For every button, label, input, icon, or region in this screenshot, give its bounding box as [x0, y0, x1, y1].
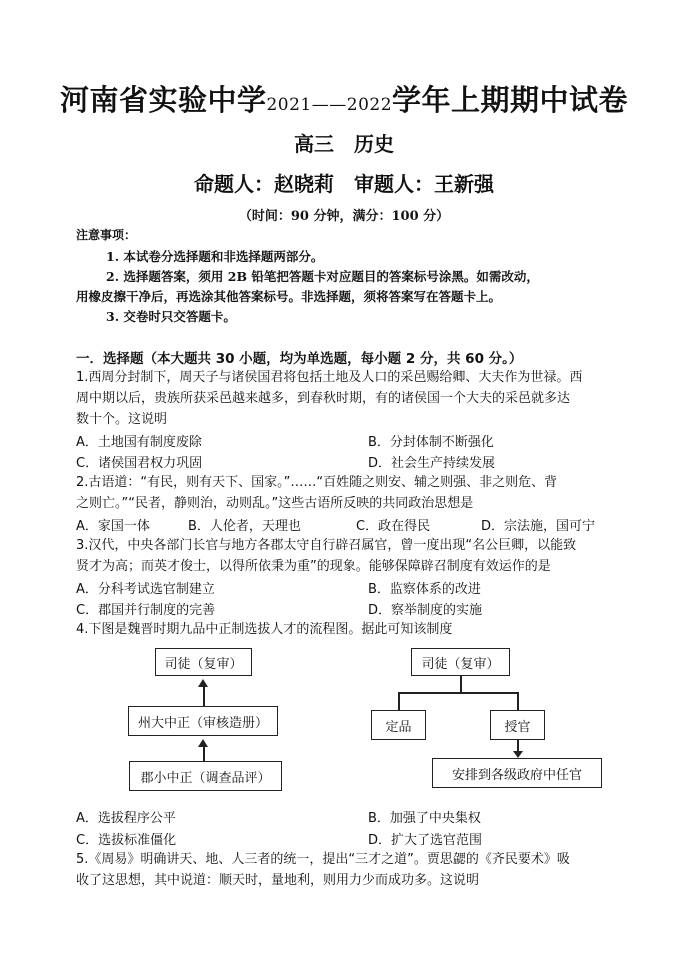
q1-option-a: A．土地国有制度废除	[76, 435, 202, 450]
notice-line-3: 3. 交卷时只交答题卡。	[106, 309, 236, 324]
q4-option-c: C．选拔标准僵化	[76, 833, 177, 848]
q5-line-2: 收了这思想，其中说道：顺天时，量地利，则用力少而成功多。这说明	[76, 873, 480, 888]
q1-option-c: C．诸侯国君权力巩固	[76, 456, 203, 471]
q2-line-1: 2.古语道：“有民，则有天下、国家。”……“百姓随之则安、辅之则强、非之则危、背	[76, 475, 558, 490]
notice-line-2a: 2. 选择题答案，须用 2B 铅笔把答题卡对应题目的答案标号涂黑。如需改动，	[106, 269, 539, 284]
connector-right-drop	[517, 692, 519, 711]
q1-line-3: 数十个。这说明	[76, 412, 168, 427]
exam-authors: 命题人：赵晓莉 审题人：王新强	[194, 172, 494, 196]
right-box-anpai: 安排到各级政府中任官	[432, 758, 602, 788]
q1-line-2: 周中期以后，贵族所获采邑越来越多，到春秋时期，有的诸侯国一个大夫的采邑就多达	[76, 391, 571, 406]
connector-vertical	[460, 676, 462, 693]
q2-line-2: 之则亡。”“民者，静则治，动则乱。”这些古语所反映的共同政治思想是	[76, 496, 474, 511]
title-school: 河南省实验中学	[59, 83, 267, 117]
q3-option-c: C．郡国并行制度的完善	[76, 603, 216, 618]
notice-line-2b: 用橡皮擦干净后，再选涂其他答案标号。非选择题，须将答案写在答题卡上。	[76, 289, 502, 304]
left-box-jun: 郡小中正（调查品评）	[129, 761, 282, 791]
q4-line-1: 4.下图是魏晋时期九品中正制选拔人才的流程图。据此可知该制度	[76, 622, 453, 637]
arrow-up-icon	[198, 739, 208, 747]
notice-line-1: 1. 本试卷分选择题和非选择题两部分。	[106, 249, 324, 264]
right-box-dingpin: 定品	[371, 710, 426, 740]
right-box-situ: 司徒（复审）	[411, 648, 510, 676]
q3-line-2: 贤才为高；而英才俊士，以得所依秉为重”的现象。能够保障辟召制度有效运作的是	[76, 559, 551, 574]
q1-line-1: 1.西周分封制下，周天子与诸侯国君将包括土地及人口的采邑赐给卿、大夫作为世禄。西	[76, 370, 583, 385]
q4-option-b: B．加强了中央集权	[368, 811, 481, 826]
q3-option-d: D．察举制度的实施	[368, 603, 483, 618]
connector-left-drop	[398, 692, 400, 711]
q4-option-d: D．扩大了选官范围	[368, 833, 483, 848]
arrow-shaft-upper	[203, 686, 205, 708]
exam-subtitle: 高三 历史	[294, 132, 394, 156]
q3-option-b: B．监察体系的改进	[368, 582, 481, 597]
exam-title	[0, 78, 688, 119]
section-heading: 一．选择题（本大题共 30 小题，均为单选题，每小题 2 分，共 60 分。）	[76, 351, 523, 367]
arrow-down-icon	[513, 751, 523, 758]
q2-option-c: C．政在得民	[356, 519, 431, 534]
arrow-up-icon	[198, 679, 208, 687]
title-year: 2021——2022	[266, 95, 393, 115]
q3-option-a: A．分科考试选官制建立	[76, 582, 215, 597]
left-box-situ: 司徒（复审）	[155, 648, 252, 676]
arrow-shaft-lower	[203, 745, 205, 762]
q5-line-1: 5.《周易》明确讲天、地、人三者的统一，提出“三才之道”。贾思勰的《齐民要术》吸	[76, 852, 570, 867]
q2-option-d: D．宗法施，国可宁	[481, 519, 596, 534]
q2-option-a: A．家国一体	[76, 519, 150, 534]
notice-heading: 注意事项：	[76, 228, 137, 242]
q3-line-1: 3.汉代，中央各部门长官与地方各郡太守自行辟召属官，曾一度出现“名公巨卿，以能致	[76, 538, 577, 553]
connector-horizontal	[398, 692, 518, 694]
title-term: 学年上期期中试卷	[392, 83, 629, 117]
q4-option-a: A．选拔程序公平	[76, 811, 176, 826]
q1-option-b: B．分封体制不断强化	[368, 435, 494, 450]
q1-option-d: D．社会生产持续发展	[368, 456, 496, 471]
q2-option-b: B．人伦者，天理也	[188, 519, 301, 534]
right-box-shouguan: 授官	[490, 710, 545, 740]
exam-time-info: （时间：90 分钟，满分：100 分）	[238, 209, 450, 224]
left-box-zhou: 州大中正（审核造册）	[128, 706, 278, 736]
